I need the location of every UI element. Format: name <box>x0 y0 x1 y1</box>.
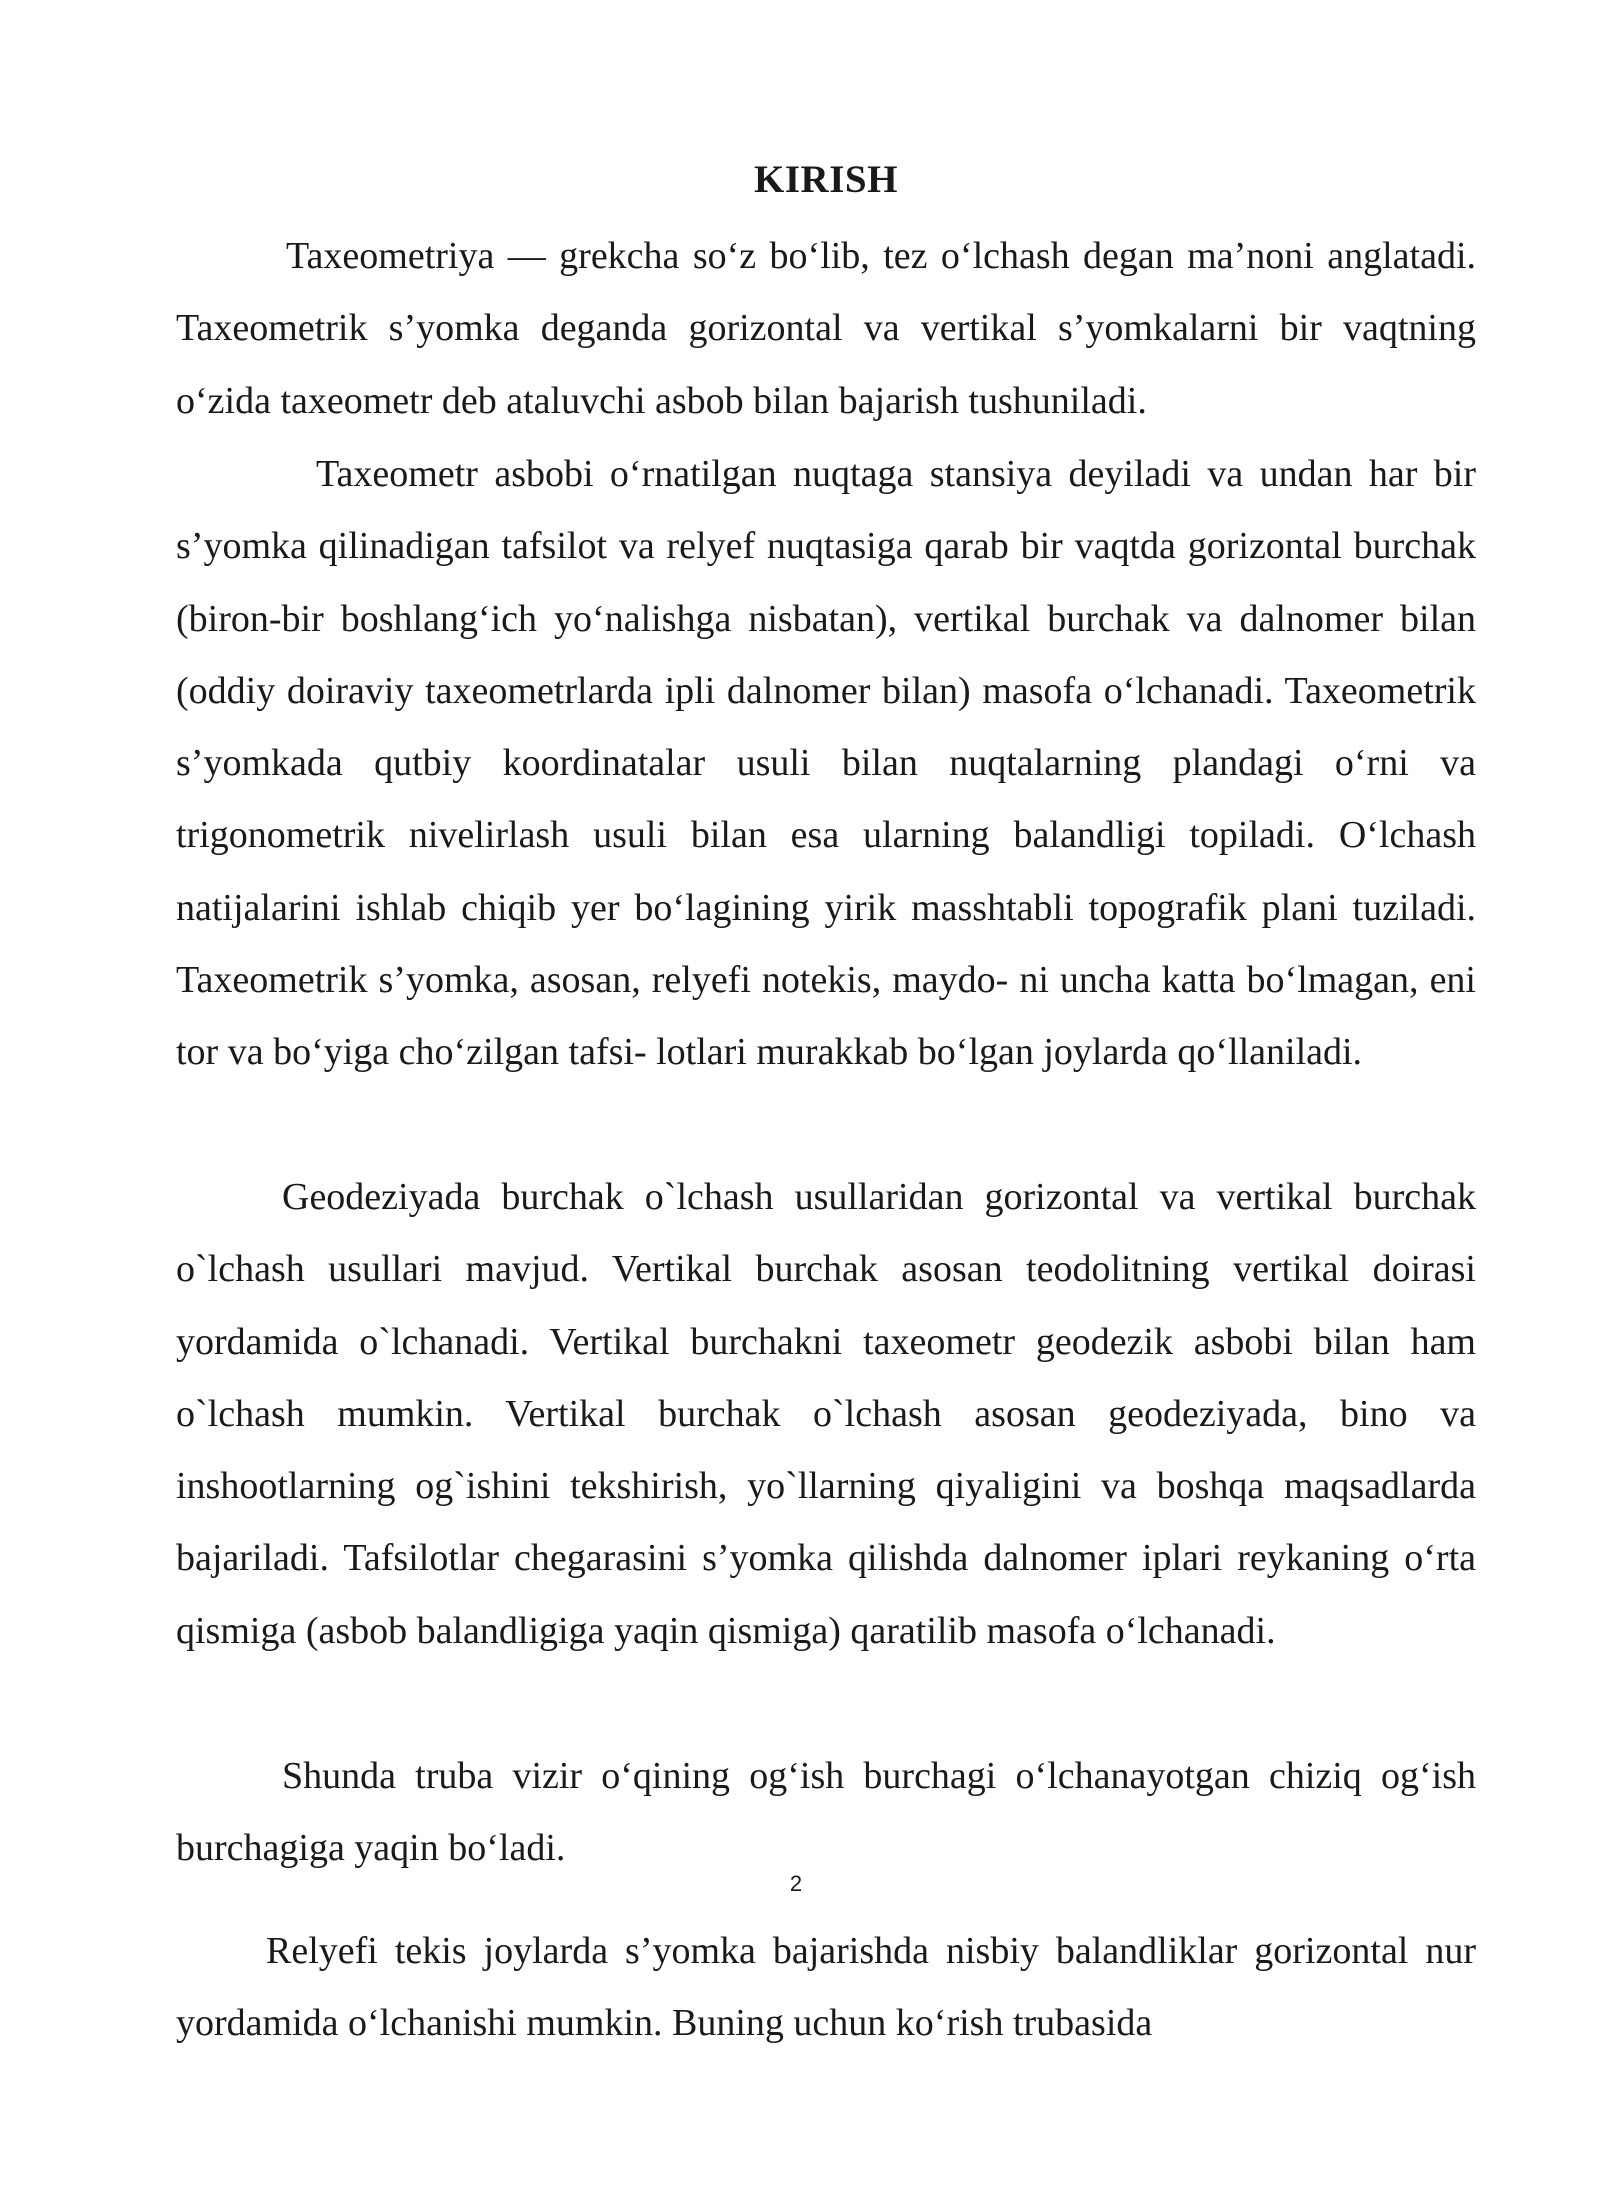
page-title: KIRISH <box>754 158 898 202</box>
paragraph-geodeziya-angles: Geodeziyada burchak o`lchash usullaridan gorizontal va vertikal burchak o`lchash usullari mavjud. Vertikal burchak asosan teodolitning vertikal doirasi yordamida o`lchanadi. Vertikal burchakni taxeometr geodezik asbobi bilan ham o`lchash mumkin. Vertikal burchak o`lchash asosan geodeziyada, bino va inshootlarning og`ishini tekshirish, yo`llarning qiyaligini va boshqa maqsadlarda bajariladi. Tafsilotlar chegarasini s’yomka qilishda dalnomer iplari reykaning o‘rta qismiga (asbob balandligiga yaqin qismiga) qaratilib masofa o‘lchanadi. <box>176 1176 1476 1652</box>
paragraph-taxeometr-station: Taxeometr asbobi o‘rnatilgan nuqtaga stansiya deyiladi va undan har bir s’yomka qilinadigan tafsilot va relyef nuqtasiga qarab bir vaqtda gorizontal burchak (biron-bir boshlang‘ich yo‘nalishga nisbatan), vertikal burchak va dalnomer bilan (oddiy doiraviy taxeometrlarda ipli dalnomer bilan) masofa o‘lchanadi. Taxeometrik s’yomkada qutbiy koordinatalar usuli bilan nuqtalarning plandagi o‘rni va trigonometrik nivelirlash usuli bilan esa ularning balandligi topiladi. O‘lchash natijalarini ishlab chiqib yer bo‘lagining yirik masshtabli topografik plani tuziladi. Taxeometrik s’yomka, asosan, relyefi notekis, maydo- ni uncha katta bo‘lmagan, eni tor va bo‘yiga cho‘zilgan tafsi- lotlari murakkab bo‘lgan joylarda qo‘llaniladi. <box>176 453 1476 1074</box>
paragraph-flat-relief: Relyefi tekis joylarda s’yomka bajarishda nisbiy balandliklar gorizontal nur yordamida o‘lchanishi mumkin. Buning uchun ko‘rish trubasida <box>176 1930 1476 2045</box>
paragraph-taxeometriya-definition: Taxeometriya — grekcha so‘z bo‘lib, tez o‘lchash degan ma’noni anglatadi. Taxeometrik s’yomka deganda gorizontal va vertikal s’yomkalarni bir vaqtning o‘zida taxeometr deb ataluvchi asbob bilan bajarish tushuniladi. <box>176 235 1476 422</box>
page-number: 2 <box>789 1871 803 1896</box>
paragraph-vizir-axis: Shunda truba vizir o‘qining og‘ish burchagi o‘lchanayotgan chiziq og‘ish burchagiga yaqin bo‘ladi. <box>176 1755 1476 1870</box>
